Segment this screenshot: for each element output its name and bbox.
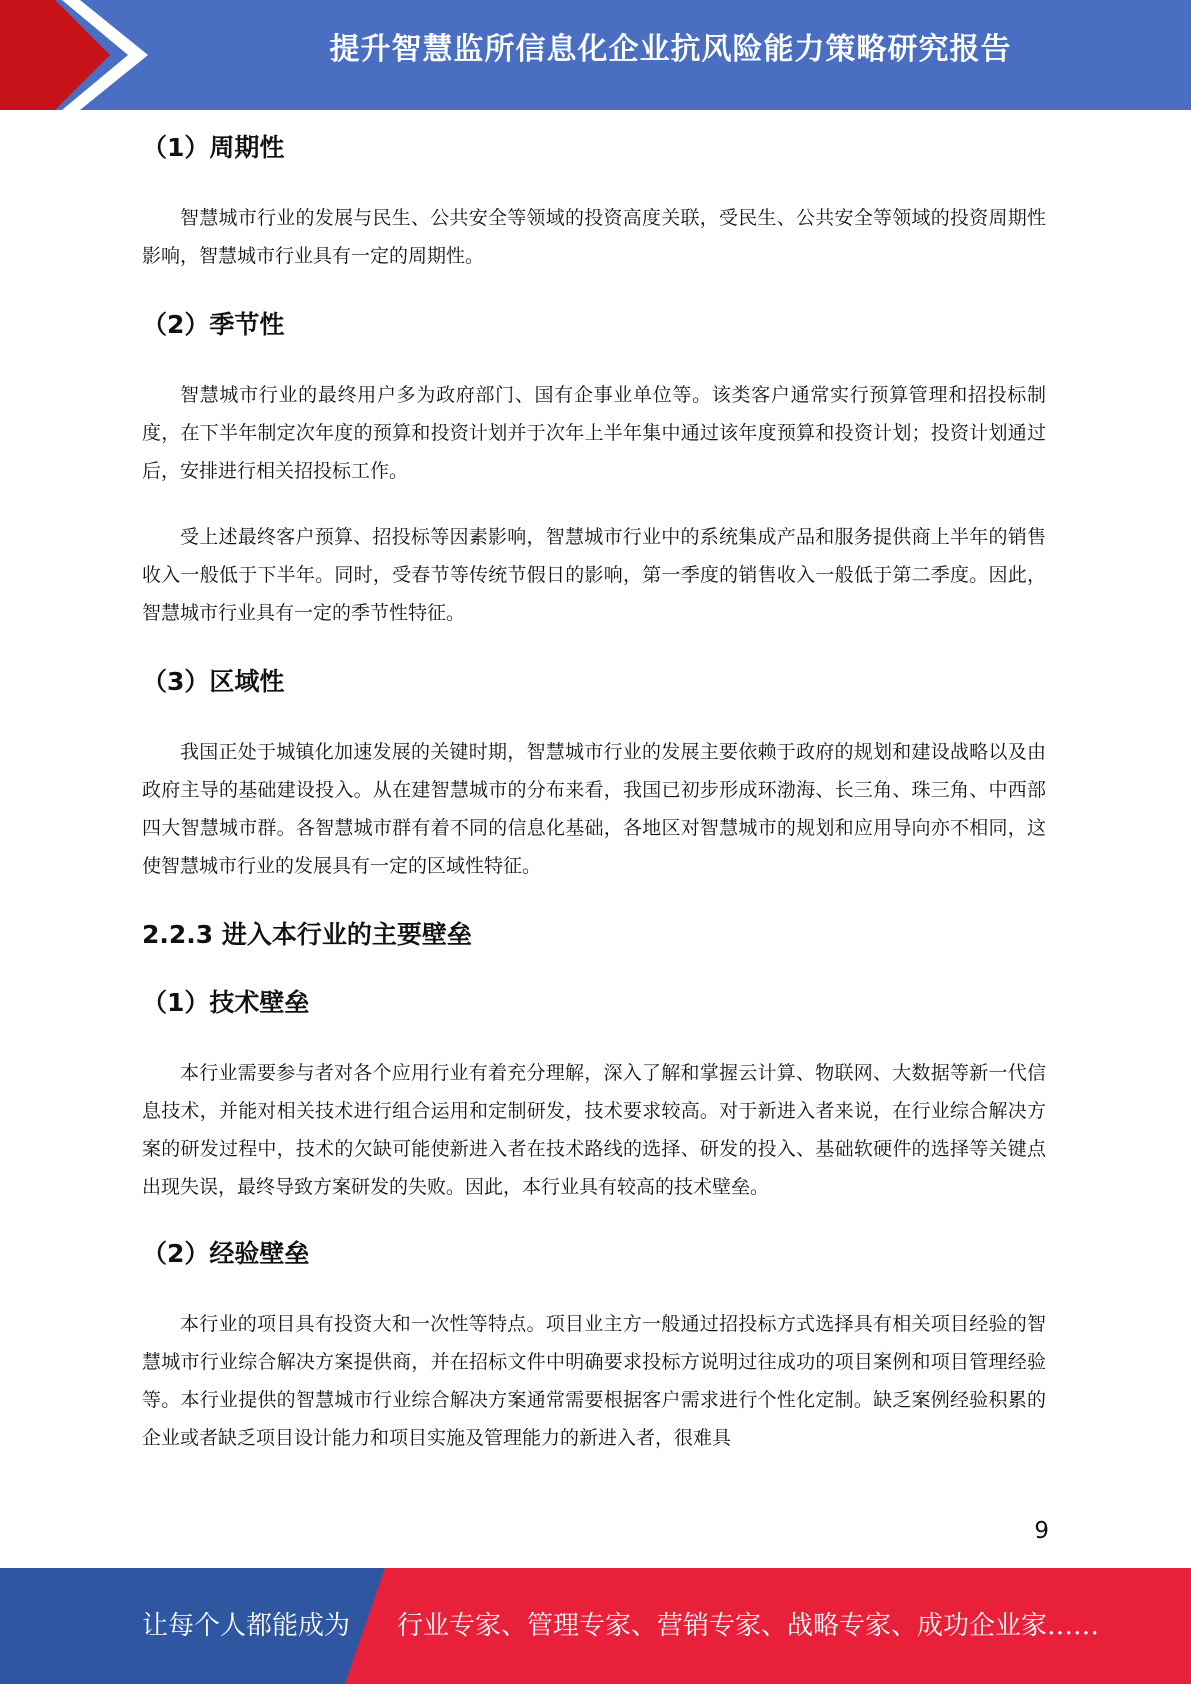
header-chevron-decoration	[0, 0, 150, 110]
heading-regionality: （3）区域性	[142, 667, 285, 696]
page-number: 9	[1034, 1518, 1049, 1544]
footer-slogan-right: 行业专家、管理专家、营销专家、战略专家、成功企业家……	[397, 1611, 1100, 1641]
heading-periodicity: （1）周期性	[142, 133, 285, 162]
paragraph-seasonality-1: 智慧城市行业的最终用户多为政府部门、国有企事业单位等。该类客户通常实行预算管理和招投标制度，在下半年制定次年度的预算和投资计划并于次年上半年集中通过该年度预算和投资计划；投资计划通过后，安排进行相关招投标工作。	[142, 384, 1046, 482]
paragraph-experience-barrier: 本行业的项目具有投资大和一次性等特点。项目业主方一般通过招投标方式选择具有相关项目经验的智慧城市行业综合解决方案提供商，并在招标文件中明确要求投标方说明过往成功的项目案例和项目管理经验等。本行业提供的智慧城市行业综合解决方案通常需要根据客户需求进行个性化定制。缺乏案例经验积累的企业或者缺乏项目设计能力和项目实施及管理能力的新进入者，很难具	[142, 1313, 1046, 1449]
page-header-band	[0, 0, 1191, 110]
page-content	[142, 118, 1046, 1457]
paragraph-regionality: 我国正处于城镇化加速发展的关键时期，智慧城市行业的发展主要依赖于政府的规划和建设战略以及由政府主导的基础建设投入。从在建智慧城市的分布来看，我国已初步形成环渤海、长三角、珠三角、中西部四大智慧城市群。各智慧城市群有着不同的信息化基础，各地区对智慧城市的规划和应用导向亦不相同，这使智慧城市行业的发展具有一定的区域性特征。	[142, 741, 1046, 877]
paragraph-seasonality-2: 受上述最终客户预算、招投标等因素影响，智慧城市行业中的系统集成产品和服务提供商上半年的销售收入一般低于下半年。同时，受春节等传统节假日的影响，第一季度的销售收入一般低于第二季度。因此，智慧城市行业具有一定的季节性特征。	[142, 526, 1046, 624]
paragraph-tech-barrier: 本行业需要参与者对各个应用行业有着充分理解，深入了解和掌握云计算、物联网、大数据等新一代信息技术，并能对相关技术进行组合运用和定制研发，技术要求较高。对于新进入者来说，在行业综合解决方案的研发过程中，技术的欠缺可能使新进入者在技术路线的选择、研发的投入、基础软硬件的选择等关键点出现失误，最终导致方案研发的失败。因此，本行业具有较高的技术壁垒。	[142, 1062, 1046, 1198]
page-footer-band	[0, 1568, 1191, 1684]
footer-slogan-left: 让每个人都能成为	[142, 1611, 351, 1641]
heading-tech-barrier: （1）技术壁垒	[142, 988, 310, 1017]
heading-entry-barriers: 2.2.3 进入本行业的主要壁垒	[142, 920, 472, 949]
heading-seasonality: （2）季节性	[142, 310, 285, 339]
heading-experience-barrier: （2）经验壁垒	[142, 1239, 310, 1268]
paragraph-periodicity: 智慧城市行业的发展与民生、公共安全等领域的投资高度关联，受民生、公共安全等领域的投资周期性影响，智慧城市行业具有一定的周期性。	[142, 207, 1046, 267]
report-title: 提升智慧监所信息化企业抗风险能力策略研究报告	[329, 32, 1012, 67]
